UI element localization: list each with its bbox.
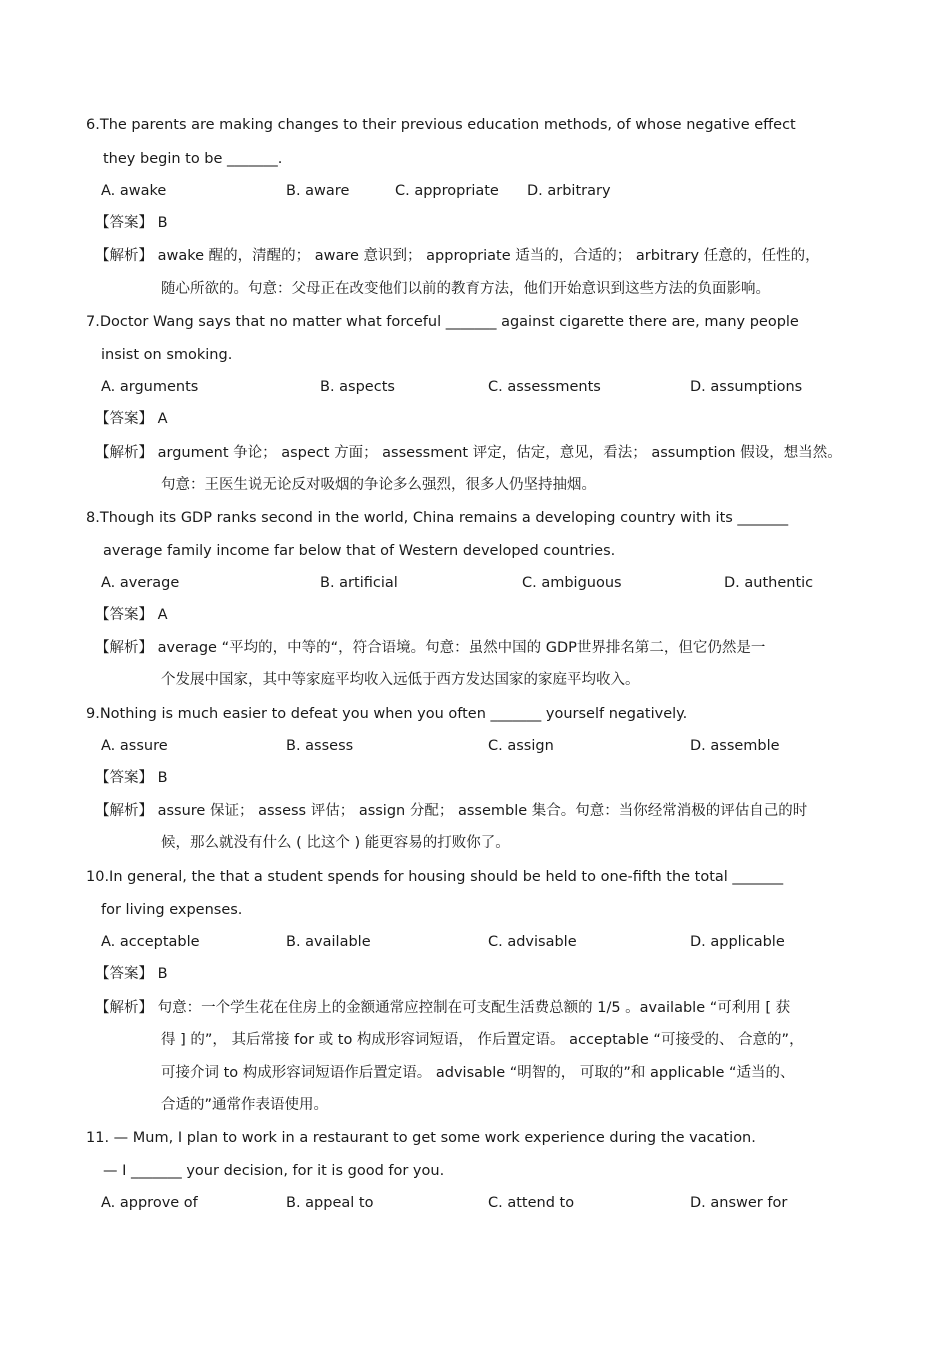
q8-stem-line-1: 8.Though its GDP ranks second in the world, China remains a developing country with its _______ <box>86 510 789 526</box>
q10-option-d: D. applicable <box>690 934 785 950</box>
q9-answer: 【答案】 B <box>95 770 168 786</box>
q7-option-c: C. assessments <box>488 379 601 395</box>
q11-option-c: C. attend to <box>488 1195 575 1211</box>
q9-option-a: A. assure <box>101 738 168 754</box>
q6-stem-line-2: they begin to be _______. <box>103 151 283 167</box>
q10-stem-line-1: 10.In general, the that a student spends for housing should be held to one-fifth the total _______ <box>86 869 784 885</box>
q6-analysis-line-2: 随心所欲的。句意：父母正在改变他们以前的教育方法，他们开始意识到这些方法的负面影响。 <box>161 281 770 297</box>
q6-option-a: A. awake <box>101 183 167 199</box>
q9-stem-line-1: 9.Nothing is much easier to defeat you when you often _______ yourself negatively. <box>86 706 688 722</box>
q10-option-c: C. advisable <box>488 934 577 950</box>
q9-option-b: B. assess <box>286 738 354 754</box>
q8-option-d: D. authentic <box>724 575 814 591</box>
q8-option-c: C. ambiguous <box>522 575 622 591</box>
q10-analysis-line-4: 合适的”通常作表语使用。 <box>161 1097 329 1113</box>
q11-stem-line-1: 11. — Mum, I plan to work in a restaurant to get some work experience during the vacation. <box>86 1130 756 1146</box>
q10-analysis-line-3: 可接介词 to 构成形容词短语作后置定语。 advisable “明智的， 可取的”和 applicable “适当的、 <box>161 1065 795 1081</box>
q8-option-b: B. artificial <box>320 575 398 591</box>
q10-stem-line-2: for living expenses. <box>101 902 243 918</box>
q6-answer: 【答案】 B <box>95 215 168 231</box>
q6-option-d: D. arbitrary <box>527 183 611 199</box>
q8-answer: 【答案】 A <box>95 607 168 623</box>
q11-option-d: D. answer for <box>690 1195 788 1211</box>
q10-answer: 【答案】 B <box>95 966 168 982</box>
q6-option-c: C. appropriate <box>395 183 499 199</box>
q7-option-a: A. arguments <box>101 379 199 395</box>
q9-option-c: C. assign <box>488 738 554 754</box>
q8-analysis-line-2: 个发展中国家，其中等家庭平均收入远低于西方发达国家的家庭平均收入。 <box>161 672 640 688</box>
q7-option-d: D. assumptions <box>690 379 803 395</box>
q6-option-b: B. aware <box>286 183 350 199</box>
q11-option-b: B. appeal to <box>286 1195 374 1211</box>
q6-stem-line-1: 6.The parents are making changes to their previous education methods, of whose negative effect <box>86 117 796 133</box>
q7-stem-line-1: 7.Doctor Wang says that no matter what forceful _______ against cigarette there are, many people <box>86 314 799 330</box>
q9-option-d: D. assemble <box>690 738 780 754</box>
q11-option-a: A. approve of <box>101 1195 198 1211</box>
q11-stem-line-2: — I _______ your decision, for it is good for you. <box>103 1163 445 1179</box>
q7-analysis-line-2: 句意：王医生说无论反对吸烟的争论多么强烈，很多人仍坚持抽烟。 <box>161 477 596 493</box>
q10-analysis-line-2: 得 ] 的”， 其后常接 for 或 to 构成形容词短语， 作后置定语。 acceptable “可接受的、 合意的”， <box>161 1032 804 1048</box>
q8-analysis-line-1: 【解析】 average “平均的，中等的“，符合语境。句意：虽然中国的 GDP世界排名第二，但它仍然是一 <box>95 640 766 656</box>
q8-option-a: A. average <box>101 575 180 591</box>
q10-option-b: B. available <box>286 934 371 950</box>
q8-stem-line-2: average family income far below that of Western developed countries. <box>103 543 616 559</box>
q10-analysis-line-1: 【解析】 句意：一个学生花在住房上的金额通常应控制在可支配生活费总额的 1/5 。available “可利用 [ 获 <box>95 1000 791 1016</box>
q6-analysis-line-1: 【解析】 awake 醒的，清醒的； aware 意识到； appropriate 适当的，合适的； arbitrary 任意的，任性的， <box>95 248 820 264</box>
q7-stem-line-2: insist on smoking. <box>101 347 233 363</box>
q9-analysis-line-2: 候，那么就没有什么 ( 比这个 ) 能更容易的打败你了。 <box>161 835 510 851</box>
q7-analysis-line-1: 【解析】 argument 争论； aspect 方面； assessment 评定，估定，意见，看法； assumption 假设，想当然。 <box>95 445 842 461</box>
q7-answer: 【答案】 A <box>95 411 168 427</box>
q7-option-b: B. aspects <box>320 379 395 395</box>
q9-analysis-line-1: 【解析】 assure 保证； assess 评估； assign 分配； assemble 集合。句意：当你经常消极的评估自己的时 <box>95 803 808 819</box>
q10-option-a: A. acceptable <box>101 934 200 950</box>
